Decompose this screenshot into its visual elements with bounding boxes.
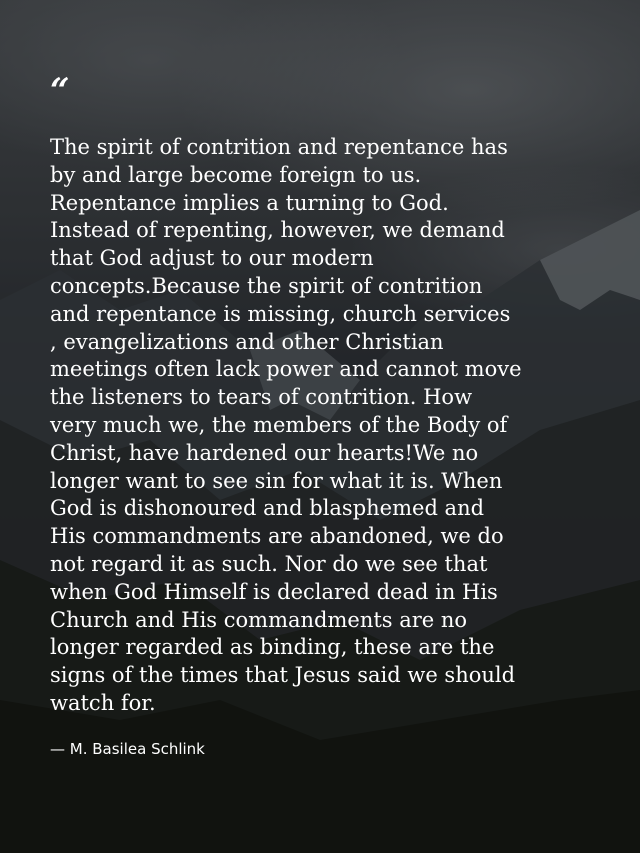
quote-author: — M. Basilea Schlink: [50, 740, 205, 758]
quote-text: The spirit of contrition and repentance has by and large become foreign to us. Repentance implies a turning to God. Instead of repenting, however, we demand that God adjust to our modern concepts.Because the spirit of contrition and repentance is missing, church services , evangelizations and other Christian meetings often lack power and cannot move the listeners to tears of contrition. How very much we, the members of the Body of Christ, have hardened our hearts!We no longer want to see sin for what it is. When God is dishonoured and blasphemed and His commandments are abandoned, we do not regard it as such. Nor do we see that when God Himself is declared dead in His Church and His commandments are no longer regarded as binding, these are the signs of the times that Jesus said we should watch for.: [50, 135, 522, 715]
quote-mark-icon: “: [50, 71, 70, 111]
